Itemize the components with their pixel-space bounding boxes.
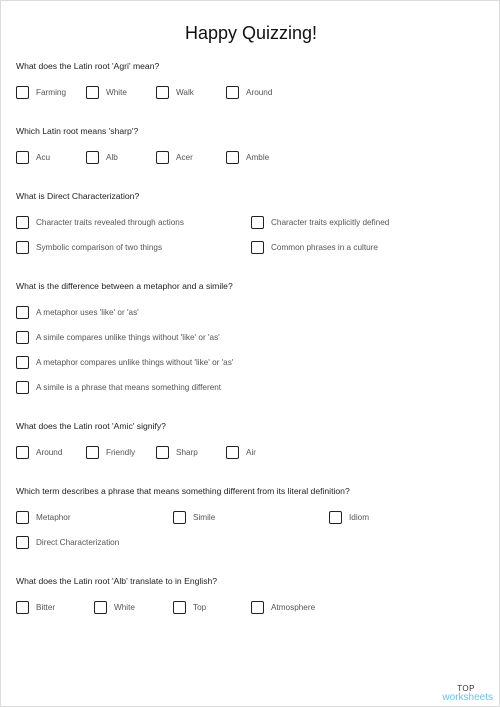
checkbox[interactable]	[16, 381, 29, 394]
q3-option-2[interactable]: Character traits explicitly defined	[251, 216, 389, 229]
q5-option-3[interactable]: Sharp	[156, 446, 198, 459]
checkbox[interactable]	[226, 86, 239, 99]
checkbox[interactable]	[173, 511, 186, 524]
q4-option-1[interactable]: A metaphor uses 'like' or 'as'	[16, 306, 139, 319]
checkbox[interactable]	[16, 536, 29, 549]
checkbox[interactable]	[86, 151, 99, 164]
q6-option-1[interactable]: Metaphor	[16, 511, 71, 524]
checkbox[interactable]	[156, 86, 169, 99]
q2-option-1[interactable]: Acu	[16, 151, 50, 164]
checkbox[interactable]	[251, 216, 264, 229]
q5-option-4[interactable]: Air	[226, 446, 256, 459]
q7-option-2[interactable]: White	[94, 601, 135, 614]
question-1: What does the Latin root 'Agri' mean?	[16, 61, 160, 71]
checkbox[interactable]	[251, 241, 264, 254]
q1-option-4[interactable]: Around	[226, 86, 272, 99]
brand-top: TOP	[457, 684, 475, 693]
question-3: What is Direct Characterization?	[16, 191, 140, 201]
checkbox[interactable]	[16, 601, 29, 614]
q5-option-1[interactable]: Around	[16, 446, 62, 459]
page-title: Happy Quizzing!	[184, 23, 318, 43]
checkbox[interactable]	[16, 446, 29, 459]
checkbox[interactable]	[251, 601, 264, 614]
question-6: Which term describes a phrase that means something different from its literal definition?	[16, 486, 350, 496]
checkbox[interactable]	[226, 151, 239, 164]
q5-option-2[interactable]: Friendly	[86, 446, 135, 459]
checkbox[interactable]	[16, 216, 29, 229]
checkbox[interactable]	[156, 151, 169, 164]
q7-option-1[interactable]: Bitter	[16, 601, 55, 614]
q2-option-2[interactable]: Alb	[86, 151, 118, 164]
q6-option-4[interactable]: Direct Characterization	[16, 536, 119, 549]
checkbox[interactable]	[226, 446, 239, 459]
checkbox[interactable]	[329, 511, 342, 524]
checkbox[interactable]	[16, 511, 29, 524]
checkbox[interactable]	[16, 306, 29, 319]
q4-option-3[interactable]: A metaphor compares unlike things without 'like' or 'as'	[16, 356, 233, 369]
q3-option-4[interactable]: Common phrases in a culture	[251, 241, 378, 254]
brand-name: worksheets	[442, 692, 493, 703]
q2-option-4[interactable]: Amble	[226, 151, 269, 164]
q3-option-1[interactable]: Character traits revealed through actions	[16, 216, 184, 229]
question-5: What does the Latin root 'Amic' signify?	[16, 421, 166, 431]
q2-option-3[interactable]: Acer	[156, 151, 193, 164]
brand-logo[interactable]	[442, 684, 493, 702]
checkbox[interactable]	[156, 446, 169, 459]
checkbox[interactable]	[86, 86, 99, 99]
question-4: What is the difference between a metaphor and a simile?	[16, 281, 233, 291]
q7-option-4[interactable]: Atmosphere	[251, 601, 315, 614]
checkbox[interactable]	[16, 356, 29, 369]
checkbox[interactable]	[86, 446, 99, 459]
checkbox[interactable]	[94, 601, 107, 614]
q1-option-1[interactable]: Farming	[16, 86, 66, 99]
checkbox[interactable]	[16, 151, 29, 164]
q1-option-2[interactable]: White	[86, 86, 127, 99]
question-7: What does the Latin root 'Alb' translate to in English?	[16, 576, 218, 586]
checkbox[interactable]	[16, 86, 29, 99]
q6-option-3[interactable]: Idiom	[329, 511, 369, 524]
q7-option-3[interactable]: Top	[173, 601, 206, 614]
q6-option-2[interactable]: Simile	[173, 511, 215, 524]
q3-option-3[interactable]: Symbolic comparison of two things	[16, 241, 162, 254]
q4-option-4[interactable]: A simile is a phrase that means something different	[16, 381, 221, 394]
checkbox[interactable]	[16, 241, 29, 254]
checkbox[interactable]	[16, 331, 29, 344]
q1-option-3[interactable]: Walk	[156, 86, 194, 99]
q4-option-2[interactable]: A simile compares unlike things without 'like' or 'as'	[16, 331, 220, 344]
question-2: Which Latin root means 'sharp'?	[16, 126, 139, 136]
checkbox[interactable]	[173, 601, 186, 614]
